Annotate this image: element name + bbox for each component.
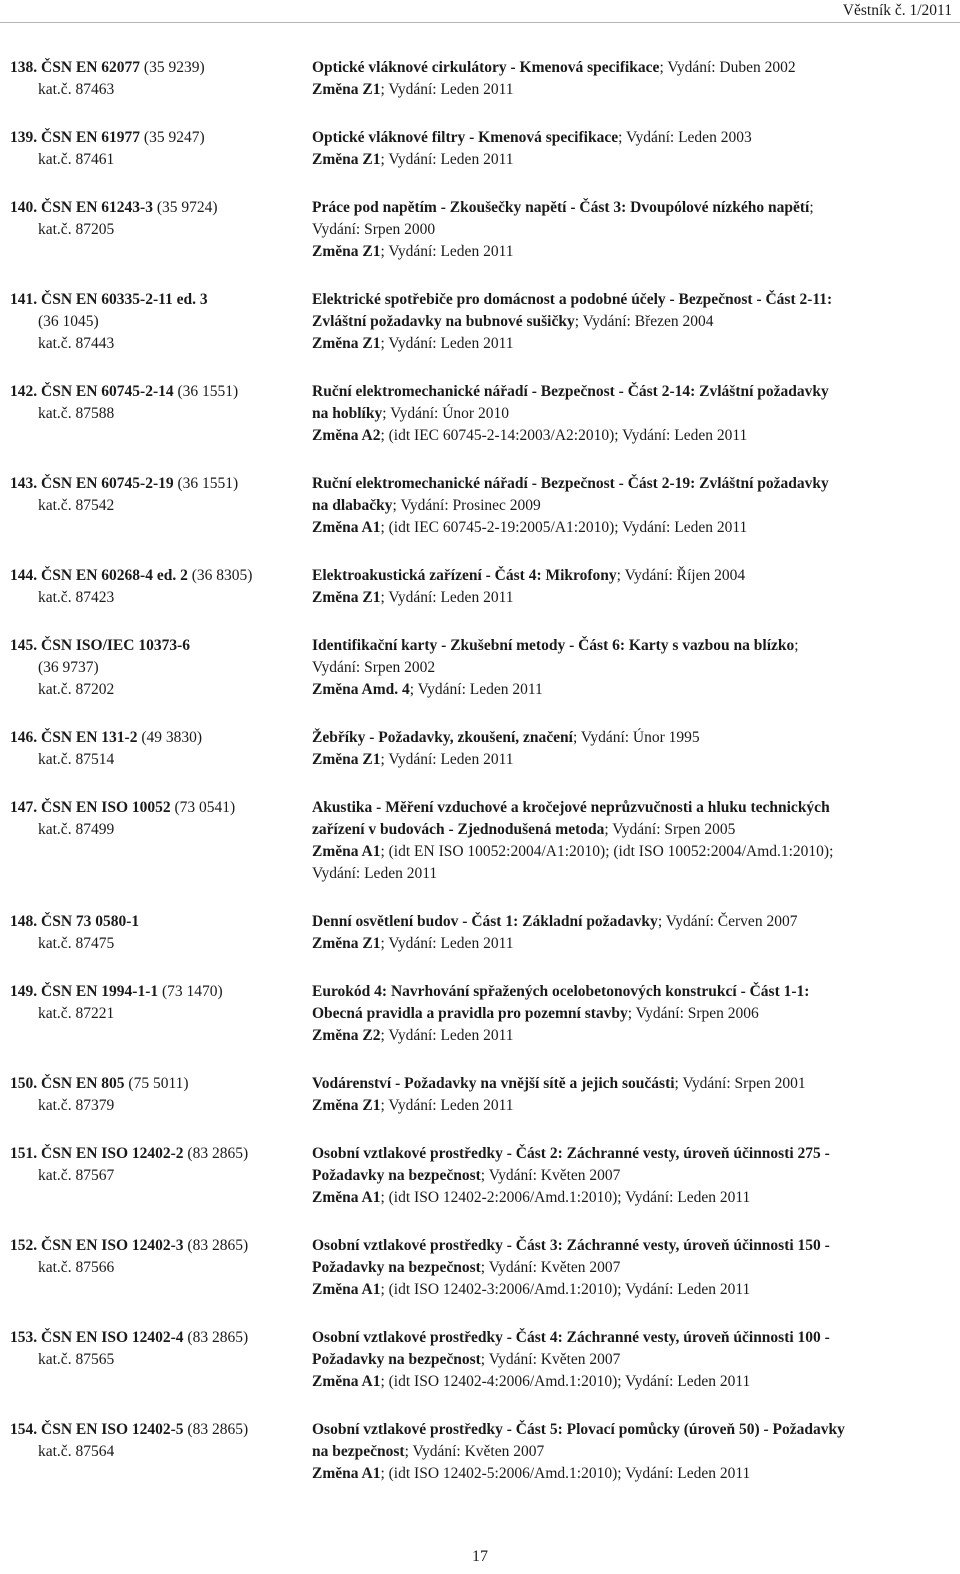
standard-designation [10, 911, 306, 955]
standard-code: ČSN EN ISO 12402-4 [41, 1329, 184, 1346]
amendment-label: Změna Amd. 4 [312, 681, 410, 698]
issue-date: Vydání: Srpen 2000 [312, 221, 436, 238]
catalog-number: kat.č. 87499 [38, 821, 115, 838]
issue-date: ; Vydání: Červen 2007 [657, 913, 798, 930]
standard-number: 141. [10, 291, 38, 308]
amendment-label: Změna A1 [312, 1373, 381, 1390]
amendment-label: Změna Z1 [312, 1097, 381, 1114]
standard-number: 147. [10, 799, 38, 816]
standard-title: Zvláštní požadavky na bubnové sušičky [312, 313, 575, 330]
standard-number: 151. [10, 1145, 38, 1162]
issue-date: ; [809, 199, 814, 216]
standard-number: 149. [10, 983, 38, 1000]
standard-title: Eurokód 4: Navrhování spřažených ocelobetonových konstrukcí - Část 1-1: [312, 983, 810, 1000]
classification-code: (75 5011) [128, 1075, 189, 1092]
standard-designation [10, 473, 306, 517]
issue-date: ; Vydání: Prosinec 2009 [392, 497, 541, 514]
amendment-details: ; (idt ISO 12402-5:2006/Amd.1:2010); Vydání: Leden 2011 [380, 1465, 751, 1482]
standard-title: Žebříky - Požadavky, zkoušení, značení [312, 729, 573, 746]
standard-title: Optické vláknové filtry - Kmenová specifikace [312, 129, 619, 146]
standard-title: Práce pod napětím - Zkoušečky napětí - Část 3: Dvoupólové nízkého napětí [312, 199, 810, 216]
amendment-details: ; Vydání: Leden 2011 [380, 1097, 514, 1114]
amendment-details: Vydání: Leden 2011 [312, 865, 438, 882]
standard-title: na bezpečnost [312, 1443, 405, 1460]
standard-number: 145. [10, 637, 38, 654]
standard-description [312, 381, 952, 447]
standard-number: 150. [10, 1075, 38, 1092]
standard-title: Ruční elektromechanické nářadí - Bezpečnost - Část 2-14: Zvláštní požadavky [312, 383, 829, 400]
standard-title: na dlabačky [312, 497, 393, 514]
standard-title: Elektrické spotřebiče pro domácnost a podobné účely - Bezpečnost - Část 2-11: [312, 291, 833, 308]
standard-designation [10, 727, 306, 771]
standard-description [312, 981, 952, 1047]
amendment-details: ; Vydání: Leden 2011 [380, 751, 514, 768]
standard-title: na hoblíky [312, 405, 383, 422]
standard-designation [10, 127, 306, 171]
standard-description [312, 1327, 952, 1393]
amendment-label: Změna A1 [312, 519, 381, 536]
issue-date: ; Vydání: Leden 2003 [618, 129, 752, 146]
amendment-label: Změna Z1 [312, 751, 381, 768]
catalog-number: kat.č. 87379 [38, 1097, 115, 1114]
standard-designation [10, 635, 306, 701]
amendment-details: ; Vydání: Leden 2011 [380, 589, 514, 606]
standard-title: Optické vláknové cirkulátory - Kmenová specifikace [312, 59, 660, 76]
standard-description [312, 797, 952, 885]
standard-title: Osobní vztlakové prostředky - Část 2: Záchranné vesty, úroveň účinnosti 275 - [312, 1145, 830, 1162]
standard-code: ČSN ISO/IEC 10373-6 [41, 637, 190, 654]
catalog-number: kat.č. 87566 [38, 1259, 115, 1276]
amendment-label: Změna Z1 [312, 335, 381, 352]
standard-code: ČSN EN 61977 [41, 129, 141, 146]
amendment-label: Změna A1 [312, 843, 381, 860]
issue-date: ; Vydání: Květen 2007 [480, 1351, 621, 1368]
standard-designation [10, 565, 306, 609]
standard-title: Vodárenství - Požadavky na vnější sítě a jejich součásti [312, 1075, 675, 1092]
catalog-number: kat.č. 87463 [38, 81, 115, 98]
catalog-number: kat.č. 87475 [38, 935, 115, 952]
standard-designation [10, 381, 306, 425]
standard-designation [10, 1143, 306, 1187]
amendment-details: ; Vydání: Leden 2011 [380, 335, 514, 352]
standard-description [312, 127, 952, 171]
catalog-number: kat.č. 87443 [38, 335, 115, 352]
issue-date: ; Vydání: Únor 2010 [382, 405, 509, 422]
standard-designation [10, 1235, 306, 1279]
standard-title: zařízení v budovách - Zjednodušená metoda [312, 821, 605, 838]
classification-code: (73 1470) [162, 983, 223, 1000]
standard-code: ČSN 73 0580-1 [41, 913, 140, 930]
standard-number: 153. [10, 1329, 38, 1346]
issue-date: ; [794, 637, 799, 654]
amendment-label: Změna A1 [312, 1189, 381, 1206]
catalog-number: kat.č. 87588 [38, 405, 115, 422]
catalog-number: kat.č. 87205 [38, 221, 115, 238]
standard-number: 144. [10, 567, 38, 584]
standard-description [312, 197, 952, 263]
amendment-details: ; Vydání: Leden 2011 [380, 935, 514, 952]
classification-code: (35 9724) [156, 199, 218, 216]
amendment-details: ; (idt IEC 60745-2-14:2003/A2:2010); Vydání: Leden 2011 [380, 427, 748, 444]
issue-date: ; Vydání: Srpen 2006 [627, 1005, 759, 1022]
standard-description [312, 565, 952, 609]
issue-date: ; Vydání: Květen 2007 [480, 1167, 621, 1184]
standard-description [312, 1143, 952, 1209]
amendment-label: Změna Z2 [312, 1027, 381, 1044]
standard-description [312, 57, 952, 101]
standard-number: 138. [10, 59, 38, 76]
standard-title: Denní osvětlení budov - Část 1: Základní požadavky [312, 913, 658, 930]
standard-code: ČSN EN 60745-2-14 [41, 383, 174, 400]
amendment-details: ; Vydání: Leden 2011 [380, 81, 514, 98]
standard-code: ČSN EN ISO 12402-3 [41, 1237, 184, 1254]
amendment-details: ; (idt ISO 12402-4:2006/Amd.1:2010); Vydání: Leden 2011 [380, 1373, 751, 1390]
classification-code: (83 2865) [187, 1145, 249, 1162]
standard-code: ČSN EN 131-2 [41, 729, 138, 746]
amendment-label: Změna A2 [312, 427, 381, 444]
standard-number: 139. [10, 129, 38, 146]
page-number: 17 [472, 1548, 488, 1565]
issue-date: Vydání: Srpen 2002 [312, 659, 436, 676]
standard-description [312, 911, 952, 955]
standard-description [312, 289, 952, 355]
standard-description [312, 1235, 952, 1301]
standard-title: Požadavky na bezpečnost [312, 1351, 481, 1368]
classification-code: (49 3830) [141, 729, 203, 746]
standard-title: Ruční elektromechanické nářadí - Bezpečnost - Část 2-19: Zvláštní požadavky [312, 475, 829, 492]
standard-title: Obecná pravidla a pravidla pro pozemní stavby [312, 1005, 628, 1022]
standard-title: Identifikační karty - Zkušební metody - Část 6: Karty s vazbou na blízko [312, 637, 795, 654]
amendment-details: ; Vydání: Leden 2011 [380, 1027, 514, 1044]
classification-code: (36 1045) [38, 313, 99, 330]
standard-description [312, 1419, 952, 1485]
standard-description [312, 727, 952, 771]
standard-description [312, 473, 952, 539]
classification-code: (83 2865) [187, 1421, 249, 1438]
issue-date: ; Vydání: Duben 2002 [659, 59, 796, 76]
standard-designation [10, 57, 306, 101]
standard-title: Akustika - Měření vzduchové a kročejové neprůzvučnosti a hluku technických [312, 799, 830, 816]
issue-date: ; Vydání: Únor 1995 [572, 729, 700, 746]
catalog-number: kat.č. 87423 [38, 589, 115, 606]
standard-code: ČSN EN 1994-1-1 [41, 983, 159, 1000]
amendment-label: Změna Z1 [312, 243, 381, 260]
issue-date: ; Vydání: Srpen 2005 [604, 821, 736, 838]
amendment-label: Změna Z1 [312, 151, 381, 168]
amendment-details: ; Vydání: Leden 2011 [409, 681, 543, 698]
standard-code: ČSN EN 805 [41, 1075, 125, 1092]
classification-code: (83 2865) [187, 1237, 249, 1254]
standard-code: ČSN EN 60745-2-19 [41, 475, 174, 492]
standard-title: Požadavky na bezpečnost [312, 1167, 481, 1184]
standard-title: Požadavky na bezpečnost [312, 1259, 481, 1276]
standard-designation [10, 1419, 306, 1463]
issue-date: ; Vydání: Květen 2007 [480, 1259, 621, 1276]
standard-code: ČSN EN ISO 12402-2 [41, 1145, 184, 1162]
standard-code: ČSN EN 60268-4 ed. 2 [41, 567, 188, 584]
standard-designation [10, 289, 306, 355]
standard-number: 148. [10, 913, 38, 930]
catalog-number: kat.č. 87567 [38, 1167, 115, 1184]
amendment-details: ; (idt IEC 60745-2-19:2005/A1:2010); Vydání: Leden 2011 [380, 519, 748, 536]
amendment-label: Změna A1 [312, 1281, 381, 1298]
catalog-number: kat.č. 87564 [38, 1443, 115, 1460]
standard-designation [10, 197, 306, 241]
amendment-label: Změna A1 [312, 1465, 381, 1482]
page-header [0, 0, 960, 23]
standard-code: ČSN EN 60335-2-11 ed. 3 [41, 291, 208, 308]
amendment-details: ; (idt ISO 12402-3:2006/Amd.1:2010); Vydání: Leden 2011 [380, 1281, 751, 1298]
standard-description [312, 635, 952, 701]
catalog-number: kat.č. 87514 [38, 751, 115, 768]
classification-code: (36 1551) [177, 383, 239, 400]
standard-number: 143. [10, 475, 38, 492]
classification-code: (36 9737) [38, 659, 99, 676]
catalog-number: kat.č. 87461 [38, 151, 115, 168]
standard-designation [10, 1073, 306, 1117]
amendment-details: ; Vydání: Leden 2011 [380, 151, 514, 168]
standard-number: 146. [10, 729, 38, 746]
standard-title: Elektroakustická zařízení - Část 4: Mikrofony [312, 567, 617, 584]
classification-code: (36 1551) [177, 475, 239, 492]
classification-code: (73 0541) [174, 799, 236, 816]
standard-code: ČSN EN 61243-3 [41, 199, 153, 216]
catalog-number: kat.č. 87221 [38, 1005, 115, 1022]
classification-code: (35 9239) [143, 59, 205, 76]
catalog-number: kat.č. 87542 [38, 497, 115, 514]
bulletin-title: Věstník č. 1/2011 [842, 2, 952, 19]
amendment-label: Změna Z1 [312, 589, 381, 606]
standard-description [312, 1073, 952, 1117]
catalog-number: kat.č. 87565 [38, 1351, 115, 1368]
amendment-details: ; (idt ISO 12402-2:2006/Amd.1:2010); Vydání: Leden 2011 [380, 1189, 751, 1206]
issue-date: ; Vydání: Květen 2007 [404, 1443, 545, 1460]
standard-number: 154. [10, 1421, 38, 1438]
standard-code: ČSN EN ISO 10052 [41, 799, 171, 816]
standard-code: ČSN EN 62077 [41, 59, 141, 76]
classification-code: (83 2865) [187, 1329, 249, 1346]
standard-title: Osobní vztlakové prostředky - Část 5: Plovací pomůcky (úroveň 50) - Požadavky [312, 1421, 845, 1438]
standard-number: 140. [10, 199, 38, 216]
standard-title: Osobní vztlakové prostředky - Část 3: Záchranné vesty, úroveň účinnosti 150 - [312, 1237, 830, 1254]
amendment-details: ; (idt EN ISO 10052:2004/A1:2010); (idt ISO 10052:2004/Amd.1:2010); [380, 843, 834, 860]
catalog-number: kat.č. 87202 [38, 681, 115, 698]
standard-designation [10, 1327, 306, 1371]
standard-designation [10, 797, 306, 841]
amendment-details: ; Vydání: Leden 2011 [380, 243, 514, 260]
standard-designation [10, 981, 306, 1025]
classification-code: (35 9247) [143, 129, 205, 146]
issue-date: ; Vydání: Srpen 2001 [674, 1075, 806, 1092]
classification-code: (36 8305) [191, 567, 253, 584]
issue-date: ; Vydání: Březen 2004 [574, 313, 714, 330]
amendment-label: Změna Z1 [312, 81, 381, 98]
standard-number: 142. [10, 383, 38, 400]
amendment-label: Změna Z1 [312, 935, 381, 952]
standard-title: Osobní vztlakové prostředky - Část 4: Záchranné vesty, úroveň účinnosti 100 - [312, 1329, 830, 1346]
standard-code: ČSN EN ISO 12402-5 [41, 1421, 184, 1438]
standard-number: 152. [10, 1237, 38, 1254]
issue-date: ; Vydání: Říjen 2004 [616, 567, 746, 584]
